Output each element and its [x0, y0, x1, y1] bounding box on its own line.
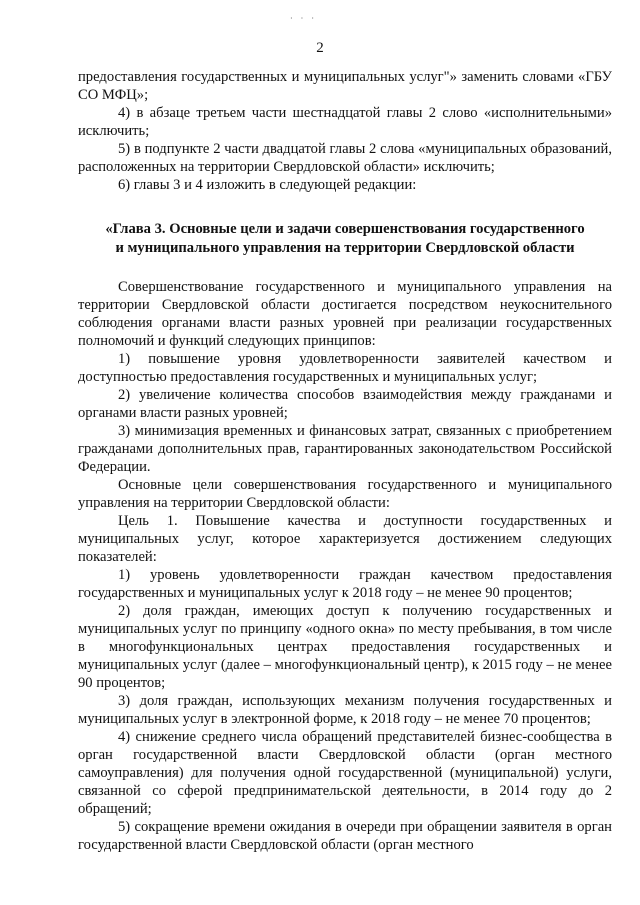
principle-1: 1) повышение уровня удовлетворенности заявителей качеством и доступностью предоставления государственных и муниципальных услуг;	[78, 351, 612, 385]
indicator-5: 5) сокращение времени ожидания в очереди при обращении заявителя в орган государственной власти Свердловской области (орган местного	[78, 819, 612, 853]
goal-1: Цель 1. Повышение качества и доступности государственных и муниципальных услуг, которое характеризуется достижением следующих показателей:	[78, 513, 612, 565]
paragraph-goals-intro: Основные цели совершенствования государственного и муниципального управления на территории Свердловской области:	[78, 477, 612, 511]
chapter-heading-line-1: «Глава 3. Основные цели и задачи совершенствования государственного	[105, 221, 585, 237]
indicator-3: 3) доля граждан, использующих механизм получения государственных и муниципальных услуг в электронной форме, к 2018 году – не менее 70 процентов;	[78, 693, 612, 727]
principle-3: 3) минимизация временных и финансовых затрат, связанных с приобретением гражданами дополнительных прав, гарантированных законодательством Российской Федерации.	[78, 423, 612, 475]
paragraph-continuation: предоставления государственных и муниципальных услуг"» заменить словами «ГБУ СО МФЦ»;	[78, 69, 612, 103]
indicator-4: 4) снижение среднего числа обращений представителей бизнес-сообщества в орган государственной власти Свердловской области (орган местного самоуправления) для получения одной государственной (муниципальной) услуги, связанной со сферой предпринимательской деятельности, в 2014 году до 2 обращений;	[78, 729, 612, 817]
paragraph-item-5: 5) в подпункте 2 части двадцатой главы 2 слова «муниципальных образований, расположенных на территории Свердловской области» исключить;	[78, 141, 612, 175]
chapter-heading-line-2: и муниципального управления на территории Свердловской области	[115, 240, 575, 256]
principle-2: 2) увеличение количества способов взаимодействия между гражданами и органами власти разных уровней;	[78, 387, 612, 421]
paragraph-item-6: 6) главы 3 и 4 изложить в следующей редакции:	[118, 177, 417, 193]
paragraph-item-4: 4) в абзаце третьем части шестнадцатой главы 2 слово «исполнительными» исключить;	[78, 105, 612, 139]
page-number: 2	[316, 40, 324, 56]
indicator-2: 2) доля граждан, имеющих доступ к получению государственных и муниципальных услуг по принципу «одного окна» по месту пребывания, в том числе в многофункциональных центрах предоставления государственных и муниципальных услуг (далее – многофункциональный центр), к 2015 году – не менее 90 процентов;	[78, 603, 612, 691]
paragraph-intro: Совершенствование государственного и муниципального управления на территории Свердловской области достигается посредством неукоснительного соблюдения органами власти разных уровней при реализации государственных полномочий и функций следующих принципов:	[78, 279, 612, 349]
document-body	[78, 68, 612, 854]
indicator-1: 1) уровень удовлетворенности граждан качеством предоставления государственных и муниципальных услуг к 2018 году – не менее 90 процентов;	[78, 567, 612, 601]
scan-artifact: · · ·	[290, 14, 317, 23]
chapter-heading	[78, 220, 612, 258]
